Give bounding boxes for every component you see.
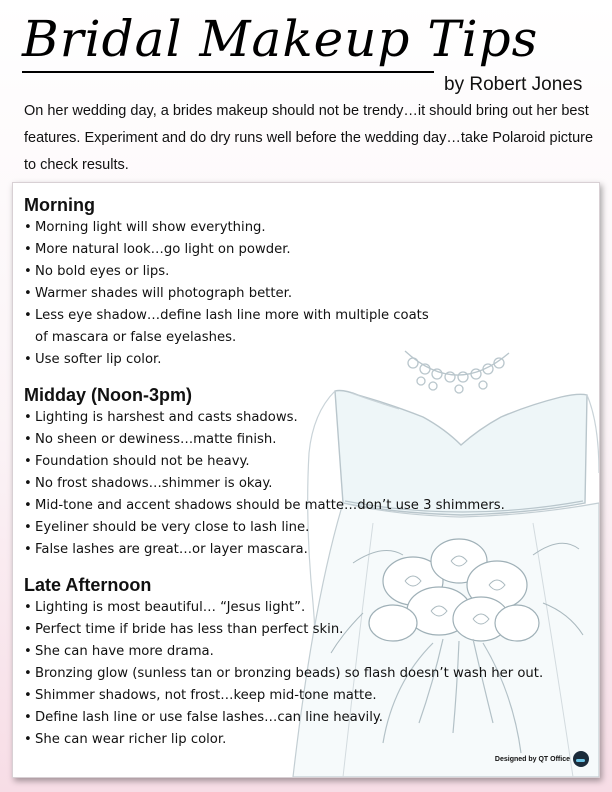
list-item: • Mid-tone and accent shadows should be matte…don’t use 3 shimmers. <box>24 498 505 513</box>
intro-paragraph: On her wedding day, a brides makeup should not be trendy…it should bring out her best features. Experiment and do dry runs well before the wedding day…take Polaroid picture to check results. <box>24 103 594 173</box>
title-underline <box>22 71 434 73</box>
designer-credit-text: Designed by QT Office <box>494 755 570 763</box>
list-item: • False lashes are great…or layer mascara. <box>24 542 308 557</box>
list-item: • Eyeliner should be very close to lash line. <box>24 520 310 535</box>
section-heading-late-afternoon: Late Afternoon <box>24 575 152 595</box>
list-item: • More natural look…go light on powder. <box>24 242 291 257</box>
list-item-continuation: of mascara or false eyelashes. <box>35 330 237 345</box>
late-afternoon-tips-list <box>24 597 594 751</box>
list-item: • Morning light will show everything. <box>24 220 266 235</box>
tips-content <box>24 193 594 751</box>
list-item: • She can have more drama. <box>24 644 214 659</box>
designer-credit <box>495 751 589 767</box>
list-item: • Perfect time if bride has less than perfect skin. <box>24 622 344 637</box>
section-heading-morning: Morning <box>24 195 95 215</box>
list-item: • Bronzing glow (sunless tan or bronzing beads) so flash doesn’t wash her out. <box>24 666 544 681</box>
list-item: • Less eye shadow…define lash line more with multiple coats of mascara or false eyelashes. <box>24 305 594 349</box>
shoe-logo-icon <box>573 751 589 767</box>
tips-card <box>12 182 600 778</box>
list-item: • She can wear richer lip color. <box>24 732 227 747</box>
morning-tips-list <box>24 217 594 371</box>
list-item: • Define lash line or use false lashes…can line heavily. <box>24 710 383 725</box>
byline: by Robert Jones <box>444 74 583 95</box>
list-item: • No bold eyes or lips. <box>24 264 170 279</box>
list-item: • Warmer shades will photograph better. <box>24 286 293 301</box>
list-item: • Use softer lip color. <box>24 352 162 367</box>
list-item: • Shimmer shadows, not frost…keep mid-tone matte. <box>24 688 377 703</box>
midday-tips-list <box>24 407 594 561</box>
list-item: • No sheen or dewiness…matte finish. <box>24 432 277 447</box>
list-item: • Lighting is most beautiful… “Jesus light”. <box>24 600 306 615</box>
list-item: • No frost shadows…shimmer is okay. <box>24 476 273 491</box>
list-item: • Foundation should not be heavy. <box>24 454 250 469</box>
list-item: • Lighting is harshest and casts shadows. <box>24 410 298 425</box>
section-heading-midday: Midday (Noon-3pm) <box>24 385 192 405</box>
page-title: Bridal Makeup Tips <box>22 10 539 68</box>
